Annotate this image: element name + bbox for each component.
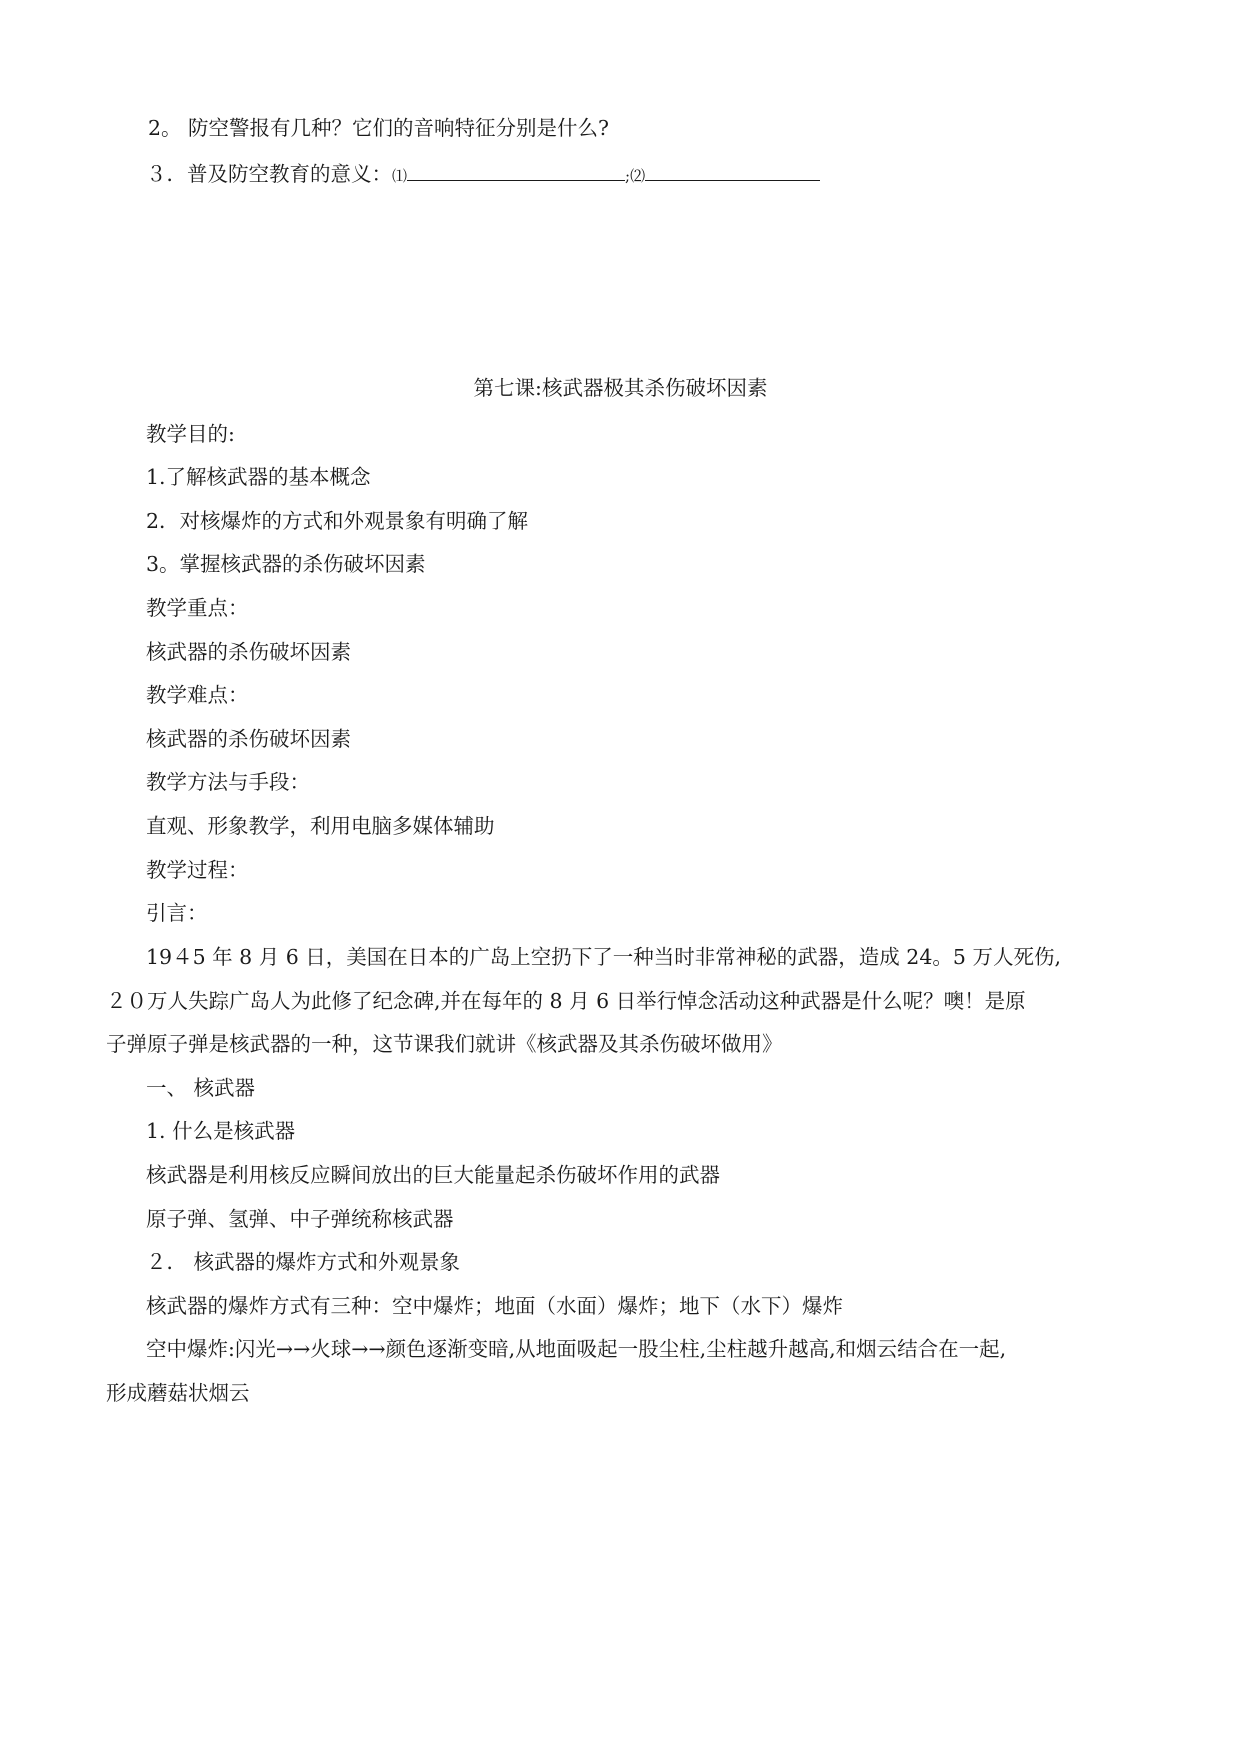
intro-paragraph-line-3: 子弹原子弹是核武器的一种，这节课我们就讲《核武器及其杀伤破坏做用》 xyxy=(106,1032,783,1056)
answer-marker-1: ⑴ xyxy=(392,167,408,185)
answer-blank-1[interactable] xyxy=(407,158,625,181)
review-question-2: 2。 防空警报有几种？它们的音响特征分别是什么? xyxy=(148,116,610,140)
methods-text: 直观、形象教学，利用电脑多媒体辅助 xyxy=(146,814,495,838)
intro-heading: 引言： xyxy=(146,901,208,925)
process-heading: 教学过程： xyxy=(146,858,249,882)
types-text: 原子弹、氢弹、中子弹统称核武器 xyxy=(146,1207,454,1231)
subsection-heading-2: ２． 核武器的爆炸方式和外观景象 xyxy=(146,1250,461,1274)
review-question-3 xyxy=(146,158,820,190)
intro-paragraph-line-2: ２０万人失踪广岛人为此修了纪念碑,并在每年的 8 月 6 日举行悼念活动这种武器是什么呢？噢！是原 xyxy=(106,989,1026,1013)
methods-heading: 教学方法与手段： xyxy=(146,770,310,794)
lesson-title: 第七课:核武器极其杀伤破坏因素 xyxy=(473,376,768,400)
definition-text: 核武器是利用核反应瞬间放出的巨大能量起杀伤破坏作用的武器 xyxy=(146,1163,720,1187)
difficulty-text: 核武器的杀伤破坏因素 xyxy=(146,727,351,751)
air-burst-text-line-2: 形成蘑菇状烟云 xyxy=(106,1381,250,1405)
section-heading-1: 一、 核武器 xyxy=(146,1076,256,1100)
objective-2: 2．对核爆炸的方式和外观景象有明确了解 xyxy=(146,509,529,533)
objectives-heading: 教学目的: xyxy=(146,422,235,446)
intro-paragraph-line-1: 19４5 年 8 月 6 日，美国在日本的广岛上空扔下了一种当时非常神秘的武器，造成 24。5 万人死伤, xyxy=(146,945,1061,969)
question-3-prefix: ３．普及防空教育的意义： xyxy=(146,162,392,186)
answer-blank-2[interactable] xyxy=(645,158,820,181)
objective-1: 1.了解核武器的基本概念 xyxy=(146,465,371,489)
difficulty-heading: 教学难点： xyxy=(146,683,249,707)
answer-marker-2: ;⑵ xyxy=(625,167,646,185)
subsection-heading-1: 1. 什么是核武器 xyxy=(146,1119,296,1143)
air-burst-text-line-1: 空中爆炸:闪光→→火球→→颜色逐渐变暗,从地面吸起一股尘柱,尘柱越升越高,和烟云结合在一起, xyxy=(146,1337,1007,1361)
key-point-heading: 教学重点： xyxy=(146,596,249,620)
key-point-text: 核武器的杀伤破坏因素 xyxy=(146,640,351,664)
objective-3: 3。掌握核武器的杀伤破坏因素 xyxy=(146,552,426,576)
explosion-modes-text: 核武器的爆炸方式有三种：空中爆炸；地面（水面）爆炸；地下（水下）爆炸 xyxy=(146,1294,843,1318)
